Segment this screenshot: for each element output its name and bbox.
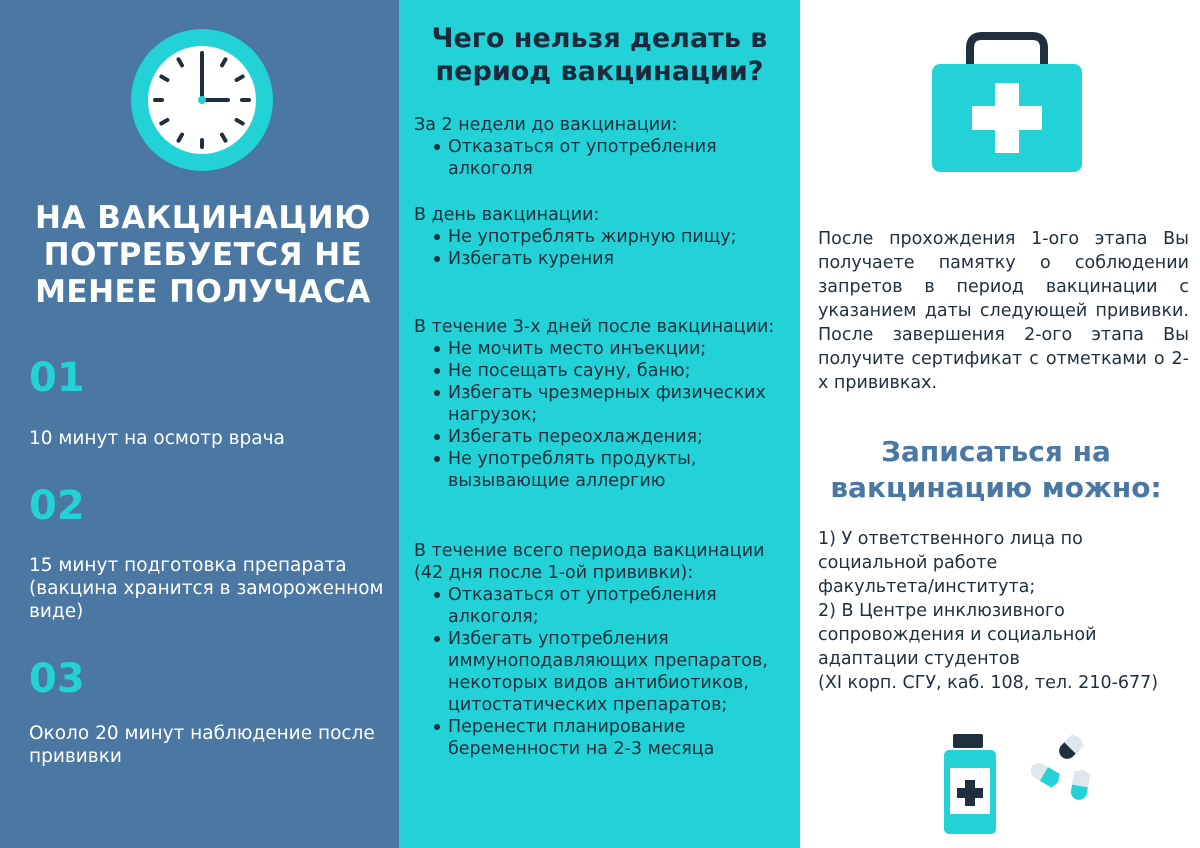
section-title: В течение 3-х дней после вакцинации: xyxy=(414,317,775,337)
left-column xyxy=(0,0,399,848)
step-1-text: 10 минут на осмотр врача xyxy=(29,428,285,449)
section-title: За 2 недели до вакцинации: xyxy=(414,115,678,135)
section-list xyxy=(414,338,789,492)
step-1-number: 01 xyxy=(29,355,85,401)
first-aid-kit-icon xyxy=(932,30,1082,172)
signup-heading: Записаться на вакцинацию можно: xyxy=(830,435,1162,504)
list-item: Не мочить место инъекции; xyxy=(434,338,789,360)
contact-line: (XI корп. СГУ, каб. 108, тел. 210-677) xyxy=(818,673,1159,693)
restriction-section-3 xyxy=(414,316,789,492)
duration-heading-line-2: ПОТРЕБУЕТСЯ НЕ xyxy=(43,237,363,273)
duration-heading xyxy=(20,200,386,311)
restriction-section-2 xyxy=(414,204,789,270)
list-item: Избегать употребления иммуноподавляющих препаратов, некоторых видов антибиотиков, цитостатических препаратов; xyxy=(434,628,789,716)
right-column xyxy=(800,0,1200,848)
section-list xyxy=(414,226,789,270)
step-2-number: 02 xyxy=(29,483,85,529)
section-title: В день вакцинации: xyxy=(414,205,600,225)
list-item: Отказаться от употребления алкоголя; xyxy=(434,584,789,628)
contact-line: 1) У ответственного лица по xyxy=(818,529,1083,549)
certificate-info: После прохождения 1-ого этапа Вы получаете памятку о соблюдении запретов в период вакцинации с указанием даты следующей прививки. После завершения 2-ого этапа Вы получите сертификат с отметками о 2-х прививках. xyxy=(818,229,1189,393)
medicine-icon xyxy=(940,730,1100,838)
step-2-text: 15 минут подготовка препарата (вакцина хранится в замороженном виде) xyxy=(29,555,384,622)
contact-line: сопровождения и социальной xyxy=(818,625,1097,645)
list-item: Избегать чрезмерных физических нагрузок; xyxy=(434,382,789,426)
step-3-number: 03 xyxy=(29,656,85,702)
list-item: Не посещать сауну, баню; xyxy=(434,360,789,382)
list-item: Отказаться от употребления алкоголя xyxy=(434,136,789,180)
restriction-section-1 xyxy=(414,114,789,180)
section-title: В течение всего периода вакцинации (42 дня после 1-ой прививки): xyxy=(414,541,765,583)
section-list xyxy=(414,584,789,760)
signup-contacts xyxy=(818,527,1198,695)
restrictions-heading: Чего нельзя делать в период вакцинации? xyxy=(431,23,768,87)
contact-line: адаптации студентов xyxy=(818,649,1020,669)
restriction-section-4 xyxy=(414,540,789,760)
duration-heading-line-3: МЕНЕЕ ПОЛУЧАСА xyxy=(35,274,371,310)
contact-line: 2) В Центре инклюзивного xyxy=(818,601,1065,621)
list-item: Не употреблять продукты, вызывающие аллергию xyxy=(434,448,789,492)
list-item: Не употреблять жирную пищу; xyxy=(434,226,789,248)
step-3-text: Около 20 минут наблюдение после прививки xyxy=(29,723,375,767)
list-item: Избегать переохлаждения; xyxy=(434,426,789,448)
list-item: Перенести планирование беременности на 2-3 месяца xyxy=(434,716,789,760)
contact-line: социальной работе xyxy=(818,553,998,573)
duration-heading-line-1: НА ВАКЦИНАЦИЮ xyxy=(35,200,371,236)
clock-icon xyxy=(131,29,273,171)
middle-column xyxy=(399,0,800,848)
contact-line: факультета/института; xyxy=(818,577,1036,597)
list-item: Избегать курения xyxy=(434,248,789,270)
section-list xyxy=(414,136,789,180)
